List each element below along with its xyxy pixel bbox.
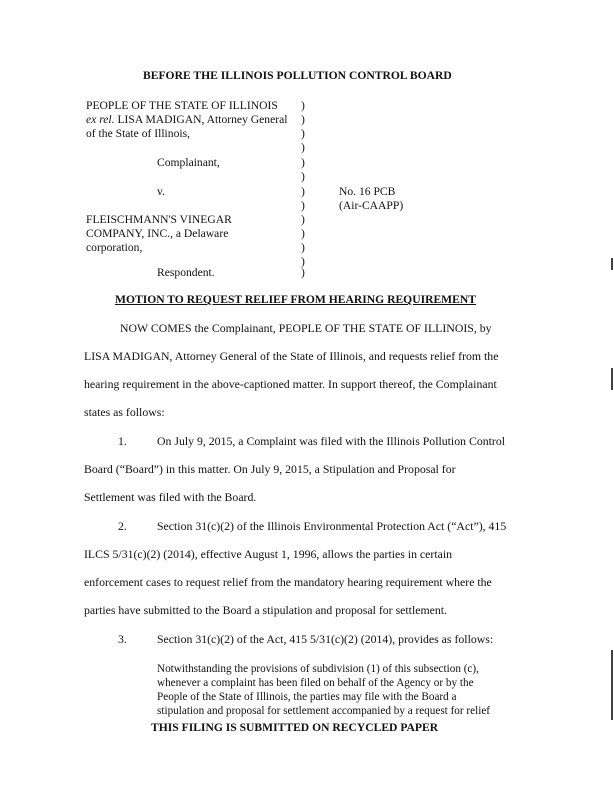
paragraph-line: Section 31(c)(2) of the Act, 415 5/31(c)(2) (2014), provides as follows: (157, 632, 494, 646)
caption-paren: ) (301, 127, 305, 140)
intro-line: states as follows: (84, 405, 165, 419)
caption-paren: ) (301, 113, 305, 126)
respondent-line-1: FLEISCHMANN'S VINEGAR (86, 213, 232, 226)
plaintiff-line-1: PEOPLE OF THE STATE OF ILLINOIS (86, 99, 278, 112)
block-quote-line: stipulation and proposal for settlement accompanied by a request for relief (157, 705, 491, 717)
paragraph-line: On July 9, 2015, a Complaint was filed with the Illinois Pollution Control (157, 434, 505, 448)
block-quote-line: whenever a complaint has been filed on behalf of the Agency or by the (157, 677, 474, 689)
caption-paren: ) (301, 185, 305, 198)
caption-paren: ) (301, 199, 305, 212)
complainant-label: Complainant, (157, 156, 220, 169)
respondent-line-3: corporation, (86, 241, 143, 254)
paragraph-number: 1. (118, 434, 127, 448)
ex-rel-italic: ex rel. (86, 113, 115, 126)
respondent-line-2: COMPANY, INC., a Delaware (86, 227, 229, 240)
caption-paren: ) (301, 99, 305, 112)
caption-paren: ) (301, 241, 305, 254)
plaintiff-line-2-rest: LISA MADIGAN, Attorney General (114, 113, 288, 126)
caption-paren: ) (301, 156, 305, 169)
block-quote-line: Notwithstanding the provisions of subdivision (1) of this subsection (c), (157, 663, 479, 675)
intro-line: NOW COMES the Complainant, PEOPLE OF THE STATE OF ILLINOIS, by (120, 321, 492, 335)
paragraph-line: Settlement was filed with the Board. (84, 490, 257, 504)
paragraph-line: parties have submitted to the Board a stipulation and proposal for settlement. (84, 603, 447, 617)
scan-artifact (611, 368, 613, 390)
caption-paren: ) (301, 266, 305, 279)
intro-line: LISA MADIGAN, Attorney General of the State of Illinois, and requests relief from the (84, 349, 499, 363)
plaintiff-line-2 (86, 113, 287, 127)
versus-label: v. (157, 185, 165, 198)
caption-paren: ) (301, 141, 305, 154)
caption-paren: ) (301, 255, 305, 268)
case-number: No. 16 PCB (339, 185, 396, 198)
board-heading: BEFORE THE ILLINOIS POLLUTION CONTROL BOARD (143, 69, 452, 82)
paragraph-line: Board (“Board”) in this matter. On July 9, 2015, a Stipulation and Proposal for (84, 462, 456, 476)
motion-title: MOTION TO REQUEST RELIEF FROM HEARING REQUIREMENT (115, 293, 476, 306)
respondent-label: Respondent. (157, 266, 215, 279)
caption-paren: ) (301, 170, 305, 183)
paragraph-line: Section 31(c)(2) of the Illinois Environmental Protection Act (“Act”), 415 (157, 519, 507, 533)
paragraph-number: 2. (118, 519, 127, 533)
recycled-paper-footer: THIS FILING IS SUBMITTED ON RECYCLED PAPER (151, 721, 439, 734)
paragraph-line: ILCS 5/31(c)(2) (2014), effective August 1, 1996, allows the parties in certain (84, 547, 453, 561)
scan-artifact (611, 258, 613, 270)
scan-artifact (611, 650, 613, 720)
plaintiff-line-3: of the State of Illinois, (86, 127, 191, 140)
paragraph-number: 3. (118, 632, 127, 646)
block-quote-line: People of the State of Illinois, the parties may file with the Board a (157, 691, 457, 703)
case-type: (Air-CAAPP) (339, 199, 404, 212)
intro-line: hearing requirement in the above-captioned matter. In support thereof, the Complainant (84, 377, 497, 391)
paragraph-line: enforcement cases to request relief from the mandatory hearing requirement where the (84, 575, 492, 589)
caption-paren: ) (301, 227, 305, 240)
caption-paren: ) (301, 213, 305, 226)
